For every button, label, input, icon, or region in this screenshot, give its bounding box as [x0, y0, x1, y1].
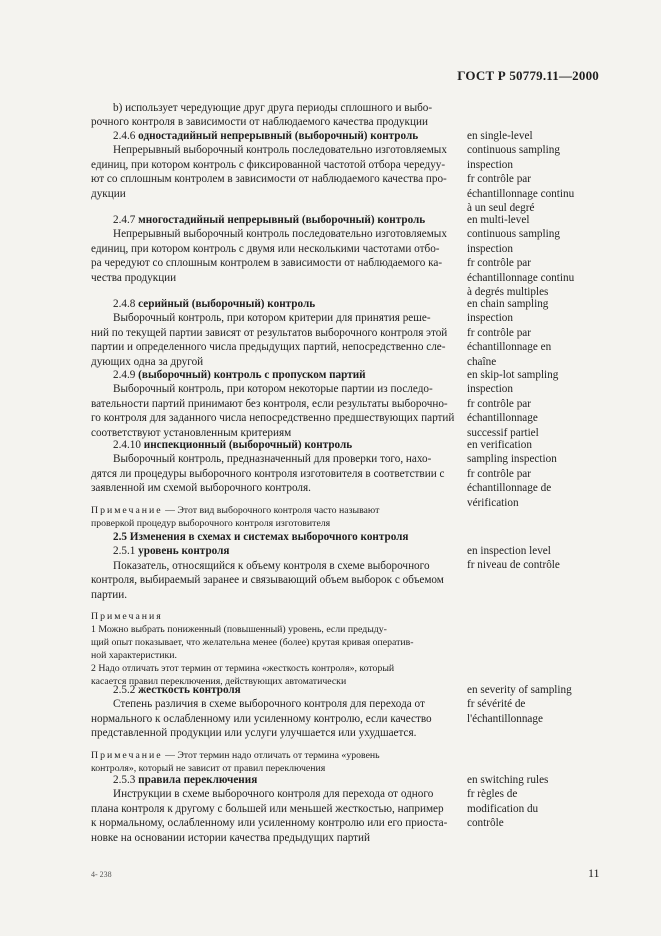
text-line: заявленной им схемой выборочного контроля.	[91, 482, 311, 495]
text-line: ют со сплошным контролем в зависимости от наблюдаемого качества про-	[91, 173, 447, 186]
text-line: Непрерывный выборочный контроль последовательно изготовляемых	[113, 228, 447, 241]
page-number: 11	[588, 866, 600, 880]
side-terms-2-5-1: en inspection level fr niveau de contrôle	[467, 545, 560, 572]
term-heading: 2.5.2 жесткость контроля	[113, 684, 241, 696]
term-heading: 2.4.10 инспекционный (выборочный) контроль	[113, 439, 353, 451]
text-line: го контроля для заданного числа непосредственно предшествующих партий	[91, 412, 455, 425]
text-line: партии.	[91, 588, 128, 601]
standard-designation: ГОСТ Р 50779.11—2000	[457, 68, 599, 83]
text-line: представленной продукции или услуги улучшается или ухудшается.	[91, 727, 417, 740]
text-line: Выборочный контроль, при котором критерии для принятия реше-	[113, 312, 431, 325]
text-line: партии и определенного числа предыдущих партий, непосредственно сле-	[91, 341, 446, 354]
text-line: Показатель, относящийся к объему контроля в схеме выборочного	[113, 559, 430, 572]
note-2-4-10: Примечание — Этот вид выборочного контроля часто называют	[91, 504, 380, 516]
entry-2-5-2	[91, 683, 461, 775]
side-terms-2-4-8: en chain sampling inspection fr contrôle par échantillonnage en chaîne	[467, 298, 552, 368]
text-line: рочного контроля в зависимости от наблюдаемого качества продукции	[91, 116, 428, 129]
section-title: 2.5 Изменения в схемах и системах выборочного контроля	[113, 531, 409, 543]
term-heading: 2.4.9 (выборочный) контроль с пропуском партий	[113, 369, 366, 381]
term-heading: 2.4.6 одностадийный непрерывный (выборочный) контроль	[113, 130, 419, 142]
side-terms-2-5-2: en severity of sampling fr sévérité de l'échantillonnage	[467, 684, 572, 725]
text-line: единиц, при котором контроль с двумя или несколькими частотами отбо-	[91, 242, 440, 255]
side-terms-2-5-3: en switching rules fr règles de modification du contrôle	[467, 774, 549, 830]
entry-2-4-6	[91, 129, 461, 201]
text-line: соответствуют установленным критериям	[91, 426, 292, 439]
intro-paragraph	[91, 101, 461, 130]
side-terms-2-4-10: en verification sampling inspection fr contrôle par échantillonnage de vérification	[467, 439, 557, 509]
entry-2-4-10	[91, 438, 461, 530]
text-line: ний по текущей партии зависят от результатов выборочного контроля этой	[91, 326, 448, 339]
text-line: единиц, при котором контроль с фиксированной частотой отбора чередуу-	[91, 158, 446, 171]
text-line: Непрерывный выборочный контроль последовательно изготовляемых	[113, 144, 447, 157]
text-line: дующих одна за другой	[91, 355, 204, 368]
note-line: проверкой процедур выборочного контроля изготовителя	[91, 517, 331, 529]
text-line: вательности партий принимают без контроля, если результаты выборочно-	[91, 397, 448, 410]
text-line: Инструкции в схеме выборочного контроля для перехода от одного	[113, 788, 434, 801]
side-terms-2-4-7: en multi-level continuous sampling inspection fr contrôle par échantillonnage continu à degrés multiples	[467, 214, 575, 299]
entry-2-5-3	[91, 773, 461, 845]
text-line: Выборочный контроль, при котором некоторые партии из последо-	[113, 383, 433, 396]
term-heading: 2.5.3 правила переключения	[113, 774, 258, 786]
text-line: ра чередуют со сплошным контролем в зависимости от наблюдаемого ка-	[91, 257, 443, 270]
entry-2-4-8	[91, 297, 461, 369]
text-line: к нормальному, ослабленному или усиленному контролю или его приоста-	[91, 817, 448, 830]
side-terms-2-4-9: en skip-lot sampling inspection fr contrôle par échantillonnage successif partiel	[467, 369, 559, 439]
term-heading: 2.5.1 уровень контроля	[113, 545, 230, 558]
text-line: новке на основании истории качества предыдущих партий	[91, 831, 371, 844]
text-line: дукции	[91, 187, 126, 200]
section-2-5	[91, 530, 461, 688]
text-line: Степень различия в схеме выборочного контроля для перехода от	[113, 698, 425, 711]
text-line: Выборочный контроль, предназначенный для проверки того, нахо-	[113, 453, 432, 466]
notes-2-5-1: Примечания 1 Можно выбрать пониженный (повышенный) уровень, если предыду- щий опыт показывает, что желательна менее (более) крутая кривая оператив- ной характеристики. 2 Надо отличать этот термин от термина «жесткость контроля», который касается правил переключения, действующих автоматически	[91, 611, 414, 688]
term-heading: 2.4.8 серийный (выборочный) контроль	[113, 298, 316, 310]
note-line: контроля», который не зависит от правил переключения	[91, 762, 326, 774]
print-mark: 4- 238	[91, 870, 112, 879]
entry-2-4-7	[91, 213, 461, 285]
side-terms-2-4-6: en single-level continuous sampling inspection fr contrôle par échantillonnage continu à un seul degré	[467, 130, 575, 215]
text-line: контроля, выбираемый заранее и связывающий объем выборок с объемом	[91, 574, 444, 587]
text-line: b) использует чередующие друг друга периоды сплошного и выбо-	[113, 102, 433, 114]
text-line: чества продукции	[91, 271, 177, 284]
entry-2-4-9	[91, 368, 461, 440]
term-heading: 2.4.7 многостадийный непрерывный (выборочный) контроль	[113, 214, 426, 226]
text-line: нормального к ослабленному или усиленному контролю, если качество	[91, 712, 432, 725]
text-line: плана контроля к другому с большей или меньшей жесткостью, например	[91, 802, 444, 815]
note-2-5-2: Примечание — Этот термин надо отличать от термина «уровень	[91, 749, 380, 761]
text-line: дятся ли процедуры выборочного контроля изготовителя в соответствии с	[91, 467, 445, 480]
